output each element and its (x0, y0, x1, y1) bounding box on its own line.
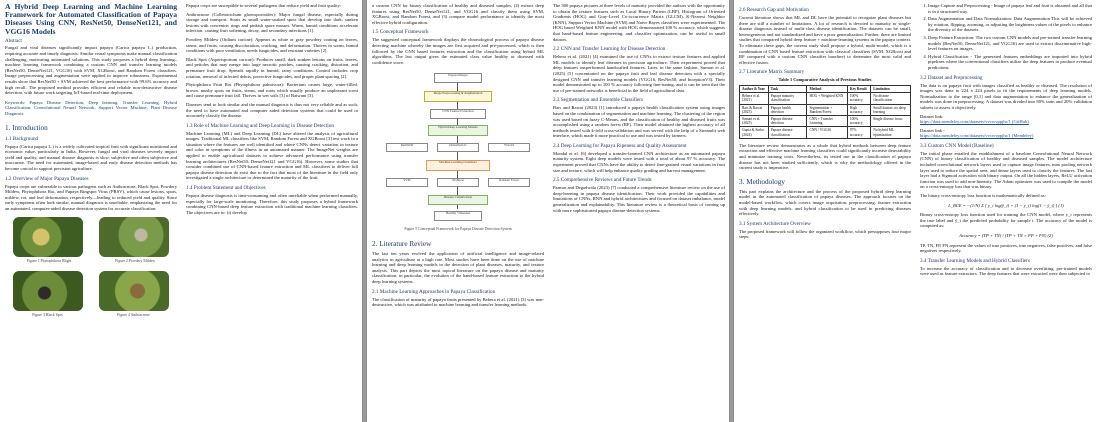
page-1 (0, 0, 362, 422)
figure-row-2 (5, 271, 177, 311)
table-cell: 100% accuracy (847, 93, 870, 104)
page-3 (734, 0, 1100, 422)
table-cell: Papaya health detection (768, 104, 807, 115)
flow-ml-classifiers: Machine Learning Classifiers (426, 160, 490, 171)
page-3-column-2 (920, 3, 1092, 422)
segmentation-heading: 2.3 Segmentation and Ensemble Classifiers (553, 97, 644, 104)
flow-densenet121: DenseNet121 (437, 143, 479, 152)
ml-continuation: The 300 papaya pictures at three levels of maturity provided the authors with the opportunity to obtain the texture features such as Local Binary Pattern (LBP), Histogram of Oriented Gradients (HOG) and Gray-Level Co-occurrence Matrix (GLCM). K-Nearest Neighbor (KNN), Support Vector Machine (SVM) and Naive Bayes classifiers were experimented. The HOG based Weighted KNN model with HOG demonstrated 100 % accuracy, which suggests that hand-based feature engineering, and classifier optimization, can be useful in small dataset. (553, 3, 725, 42)
methodology-text: This part explains the architecture and the process of the proposed hybrid deep learning model in the automated classification of papaya diseases. The approach focuses on the model-based workflow, which covers image acquisition, preprocessing, feature extraction with deep learning models, and hybrid classification to be used in predicting diseases effectively. (739, 188, 911, 217)
table-cell: High accuracy (847, 104, 870, 115)
overview-text: Papaya crops are vulnerable to various pathogens such as Anthracnose, Black Spot, Powdery Mildew, Phytophthora Rot, and Papaya Ringspot Virus (PRSV), which cause lesions, spots, mildew, rot, and leaf deformation, respectively—leading to reduced yield and quality. Since early symptoms often look similar, manual diagnosis is unreliable, emphasizing the need for an automated, computer-aided disease detection system for accurate classification. (5, 183, 177, 211)
table-cell: CNN + Transfer Learning (807, 115, 847, 126)
comparative-table (739, 85, 911, 139)
equation-description: TP, TN, FP, FN represent the values of true positives, true negatives, false positives, and false negatives respectively. (920, 242, 1092, 254)
figure-1-caption: Figure 1 Phytophthora Blight (26, 259, 72, 264)
ml-approaches-text: The classification of maturity of papaya fruits presented by Behera et al. (2021) [3] was non-destructive, which was attributed to machine learning and transfer learning methods. (372, 296, 544, 308)
ripeness-text: Mondal et al. [6] developed a transfer-learned CNN architecture as an automated papaya maturity system. Eight deep models were tested with a total of about 97 % accuracy. The experiment proved that CNNs have the ability to detect fine-grained visual variations in fruit size and texture, which will help enhance quality grading and harvest management. (553, 150, 725, 173)
paper-title: A Hybrid Deep Learning and Machine Learning Framework for Automated Classification of Papaya Diseases Using CNN, ResNet50, DenseNet121, and VGG16 Models (5, 3, 177, 36)
black-spot-text: Black Spot (Asperisporium caricae): Produces small, dark sunken lesions on fruits, leaves, and petioles that may merge into large necrotic patches, causing cracking, distortion, and premature fruit drop. Spreads rapidly in humid, rainy conditions. Control includes crop rotation, removal of infected debris, protective fungicides, and proper plant spacing [2]. (186, 56, 358, 79)
pathogens-intro: Papaya crops are susceptible to several pathogens that reduce yield and fruit quality: (186, 3, 342, 8)
table-header: Task (768, 85, 807, 92)
figure-3-caption: Figure 3 Black Spot (32, 313, 63, 318)
dataset-link-label-1: Dataset link: (920, 113, 944, 119)
background-heading: 1.1 Background (5, 135, 39, 142)
objectives-continuation: a custom CNN for binary classification of healthy and diseased samples, (2) extract deep features using ResNet50, DenseNet121, and VGG16 and classify them using SVM, XGBoost, and Random Forest, and (3) compare model performance to identify the most effective hybrid configuration. (372, 3, 544, 25)
black-spot-image (13, 271, 83, 311)
loss-description: Binary cross-entropy loss function used for training the CNN model, where y_i represents the true label and ŷ_i the predicted probability for sample i. The accuracy of the model is computed as: (920, 212, 1092, 229)
figure-2-caption: Figure 2 Powdery Mildew (115, 259, 156, 264)
table-cell: Single disease focus (871, 115, 911, 126)
ripeness-heading: 2.4 Deep Learning for Papaya Ripeness and Quality Assessment (553, 142, 687, 149)
table-cell: Small dataset; no deep learning (871, 104, 911, 115)
table-cell: 100% accuracy (847, 115, 870, 126)
workflow-steps-list (928, 3, 1092, 71)
table-header: Limitation (871, 85, 911, 92)
literature-review-heading: 2. Literature Review (372, 239, 432, 248)
problem-text: Papaya disease diagnosis is time-consuming and often unreliable when performed manually, especially for large-scale monitoring. Therefore, this study proposes a hybrid framework combining CNN-based deep feature extraction with traditional machine learning classifiers. The objectives are to: (i) develop (186, 193, 358, 215)
abstract-heading: Abstract (5, 38, 22, 44)
table-cell: No hybrid ML optimization (871, 127, 911, 138)
role-text: Machine Learning (ML) and Deep Learning (DL) have altered the analysis of agricultural images. Traditional ML classifiers like SVM, Random Forest and XGBoost [3] test work in a situation where the features are well identified and where CNNs detect variation in texture and color in symptoms of the illness in an automated manner. The ImageNet weights are applied to enable agricultural datasets to achieve advanced performance using transfer learning architectures (ResNet50, DenseNet121 and VGG16). However, some studies that consider combined use of CNN-based feature extraction and ML classifiers to deliver full papaya disease detection do exist due to the fact that most of the literature in the field only investigated a single architecture or determined the maturity of the fruit. (186, 130, 358, 181)
table-cell: 97% accuracy (847, 127, 870, 138)
equation-2: Accuracy = (TP + TN) / (TP + TN + FP + FN) (2) (959, 233, 1053, 238)
table-cell: Bais & Rawat (2023) (740, 104, 769, 115)
figure-4-caption: Figure 4 Anthracnose (117, 313, 150, 318)
flow-preprocessing: Image Preprocessing & Augmentation (424, 91, 492, 102)
ml-approaches-heading: 2.1 Machine Learning Approaches in Papaya Classification (372, 288, 496, 295)
flow-vgg16: VGG16 (488, 143, 530, 152)
background-text: Papaya (Carica papaya L.) is a widely cultivated tropical fruit with significant nutritional and economic value, particularly in India. However, fungal and viral diseases severely impact yield and quality, and manual disease diagnosis is slow, subjective and often subjective and inaccurate. The need for automated, image-based and early disease detection methods has become crucial to support precision agriculture. (5, 143, 177, 171)
introduction-heading: 1. Introduction (5, 123, 48, 132)
cnn-transfer-text: Behera et al. (2021) [4] examined the use of CNNs to extract texture features and applied ML models to identify leaf diseases in precision agriculture. Their experiment proved that deep features outperformed handcrafted features. Later, in the same fashion, Sumari et al. (2025) [5] concentrated on the papaya fruit and leaf disease detection with a specially designed CNN and transfer learning models (VGG16, ResNet50, and InceptionV3). Their model demonstrated up to 100 % accuracy following fine-tuning, and it can be seen that the use of pre-trained networks is beneficial in the field of agricultural data. (553, 54, 725, 93)
research-gap-text: Current literature shows that ML and DL have the potential to recognize plant diseases but there are still a number of limitations. A lot of research is devoted to maturity or single-disease diagnosis instead of multi-class disease identification. The datasets can be small, heterogeneous and not standardized and have a poor generalization. Further, there are limited studies that compared hybrid deep feature + machine-learning systems in the papaya context. To eliminate these gaps, the current study shall propose a hybrid, multi-model, which is a combination of CNN based feature extraction with classical classifiers (SVM, XGBoost and RF compared with a custom CNN classifier baseline) to determine the most valid and effective fusion. (739, 15, 911, 65)
table-cell: Behera et al. (2021) (740, 93, 769, 104)
flow-svm: SVM (386, 178, 428, 187)
list-item: 2. Data Augmentation and Data Normalization: Data Augmentation This will be achieved by rotation, flipping, zooming, or adjusting the brightness values of the pixels to enhance the diversity of the datasets. (928, 16, 1092, 33)
table-cell: Sumari et al. (2025) (740, 115, 769, 126)
table-row (740, 115, 911, 126)
transfer-learning-text: To increase the accuracy of classification and to decrease overfitting, pre-trained models were used as feature extractors. The deep features that were extracted were then subjected to (920, 265, 1092, 277)
conceptual-framework-diagram (372, 69, 544, 225)
dataset-text: The data is on papaya fruit with images classified as healthy or diseased. The resolution of images was done to 224 x 224 pixels to fit the requirements of deep learning models. Normalization to the range [0,1] and data augmentation to enhance the generalization of models was done in preprocessing. A dataset was divided into 80% train and 20% validation subsets to assess it objectively. (920, 82, 1092, 110)
dataset-link-2[interactable]: https://data.mendeley.com/datasets/vvcwvppjhr/1 (Mendeley) (920, 133, 1034, 139)
table-cell: No disease classification (871, 93, 911, 104)
system-architecture-text: The proposed framework will follow the organized workflow, which presupposes four major steps: (739, 228, 911, 240)
system-architecture-heading: 3.1 System Architecture Overview (739, 220, 811, 227)
custom-cnn-heading: 3.3 Custom CNN Model (Baseline) (920, 142, 994, 149)
anthracnose-image (99, 271, 169, 311)
table-header: Method (807, 85, 847, 92)
page-1-column-1 (5, 3, 177, 422)
dataset-link-1[interactable]: https://data.mendeley.com/datasets/vvcwvppjhr/1 (GitHub) (920, 119, 1029, 125)
table-row (740, 127, 911, 138)
table-header: Key Result (847, 85, 870, 92)
problem-heading: 1.4 Problem Statement and Objectives (186, 185, 266, 192)
list-item: 3. Deep Feature Extraction: The two custom CNN models and pre-trained transfer learning models (ResNet50, DenseNet121, and VGG16) are used to extract discriminative high-level features on images. (928, 35, 1092, 52)
powdery-mildew-text: Powdery Mildew (Oidium caricae): Appears as white or gray powdery coating on leaves, stems, and fruits, causing discoloration, cracking, and deformation. Thrives in warm, humid conditions with poor ventilation, needs fungicides, and resistant varieties [2]. (186, 36, 358, 54)
figure-captions-row-2 (5, 313, 177, 319)
reviews-heading: 2.5 Comprehensive Reviews and Future Trends (553, 177, 652, 184)
page-2 (367, 0, 729, 422)
research-gap-heading: 2.6 Research Gap and Motivation (739, 7, 809, 13)
figure-captions-row-1 (5, 259, 177, 265)
table-cell: Gupta & Sinha (2024) (740, 127, 769, 138)
flow-papaya-images: Papaya Images (434, 73, 482, 83)
transfer-learning-heading: 3.4 Transfer Learning Models and Hybrid Classifiers (920, 257, 1030, 264)
phytophthora-text: Phytophthora Fruit Rot (Phytophthora palmivora): Bacterium causes large, water-filled, brown, mushy spots on fruits, stems, and roots which usually produce an unpleasant scent and cause premature fruit fall. Thrives in wet soils [3] of Batwani [3]. (186, 82, 358, 99)
flow-hybrid-models: Hybrid Deep Learning Models (428, 125, 488, 136)
flow-xgboost: XGBoost (437, 178, 479, 187)
equation-1: L_BCE = −(1/N) Σ [ y_i log(ŷ_i) + (1 − y_i) log(1 − ŷ_i) ] (1) (948, 202, 1064, 208)
keywords: Keywords: Papaya Disease Detection, Deep learning, Transfer Learning, Hybrid Classification, Convolutional Neural Network, Support Vector Machine, Plant Disease Diagnosis. (5, 99, 177, 116)
table-row (740, 93, 911, 104)
dataset-heading: 3.2 Dataset and Preprocessing (920, 74, 983, 81)
cnn-transfer-heading: 2.2 CNN and Transfer Learning for Disease Detection (553, 46, 666, 53)
table-cell: Papaya maturity classification (768, 93, 807, 104)
matrix-summary-heading: 2.7 Literature Matrix Summary (739, 69, 805, 76)
literature-review-text: The last ten years evolved the application of artificial intelligence and image-related analytics in agriculture at a high rate. Most studies have been done on the use of machine learning and deep learning models in the detection of plant diseases, maturity, and texture analysis. This part depicts the most topical literature on the papaya disease and maturity classification, in particular, the evolution of the hand-based feature extraction to the hybrid deep learning systems. (372, 250, 544, 284)
overview-heading: 1.2 Overview of Major Papaya Diseases (5, 175, 89, 182)
table-cell: Papaya disease classification (768, 127, 807, 138)
table-cell: CNN / VGG16 (807, 127, 847, 138)
flow-random-forest: Random Forest (488, 178, 530, 187)
table-header: Author & Year (740, 85, 769, 92)
page-2-column-2 (553, 3, 725, 422)
flow-resnet50: ResNet50 (386, 143, 428, 152)
figure-5-caption: Figure 5 Conceptual Framework for Papaya Disease Detection System (404, 227, 512, 232)
table-header-row (740, 85, 911, 92)
powdery-mildew-image (99, 217, 169, 257)
role-heading: 1.3 Role of Machine Learning and Deep Learning in Disease Detection (186, 122, 334, 129)
anthracnose-text: Anthracnose (Colletotrichum gloeosporioides): Major fungal disease, especially during storage and transport. Starts as small water-soaked spots that develop into dark, sunken lesions with concentric rings and pinkish spore masses. Warm, humid conditions accelerate infection, causing fruit softening, decay, and secondary infections [1]. (186, 11, 358, 34)
flow-cnn-feature-extraction: CNN Feature Extraction (430, 109, 486, 119)
flow-healthy-diseased: Healthy / Diseased (434, 211, 482, 221)
phytophthora-blight-image (13, 217, 83, 257)
page-3-column-1 (739, 3, 911, 422)
list-item: 4. Hybrid Classification - The generated features embeddings are imported into hybrid pipelines where the conventional classifiers utilize the deep features to produce eventual predictions. (928, 54, 1092, 71)
abstract-text: Fungal and viral diseases significantly impact papaya (Carica papaya L.) production, requiring accurate and timely diagnosis. Similar visual symptoms make manual classification challenging, motivating automated solutions. This study proposes a hybrid deep learning–machine learning framework combining a custom CNN and transfer learning models (ResNet50, DenseNet121, VGG16) with SVM, XGBoost, and Random Forest classifiers. Image preprocessing and augmentation were applied to improve robustness. Experimental results show that ResNet50 + SVM achieved the best performance with 99.6% accuracy and high recall. The proposed method provides efficient and reliable non-destructive disease detection, with future work targeting IoT-based real-time deployment. (5, 45, 177, 96)
loss-intro-text: The binary cross-entropy loss function is mathematically defined as: (920, 193, 1046, 199)
segmentation-text: Bais and Rawat (2023) [1] introduced a papaya health classification system using images based on the combination of segmentation and machine learning. The clustering of the region was used based on fuzzy C-Means, and the classification of healthy and diseased fruits was accomplished using a random forest (RF). Their model obtained the highest accuracy of all methods tested with k-fold cross-validation and was served with the help of a Streamlit web interface, which made it more practical to use and was tested by farmers. (553, 105, 725, 139)
table-row (740, 104, 911, 115)
table-cell: Papaya disease detection (768, 115, 807, 126)
table-cell: HOG + Weighted KNN (807, 93, 847, 104)
review-summary-text: The literature review demonstrates as a whole that hybrid methods between deep feature extraction and effective machine learning classifiers could significantly increase detectability and minimize training costs. Nevertheless, its tested use in the classification of papaya disease has not been studied sufficiently, which is why the methodology offered in the current study is imperative. (739, 142, 911, 171)
figure-row-1 (5, 217, 177, 257)
conceptual-framework-heading: 1.5 Conceptual Framework (372, 29, 429, 36)
reviews-text: Parmar and Degadwala (2023) [7] conducted a comprehensive literature review on the use of deep-learning in papaya disease identification. Their work provided the capabilities and limitations of CNNs, RNN and hybrid architectures and focused on dataset imbalance, model generalization and explainability. This literature review is a theoretical basis of coming up with more sophisticated papaya disease-detection systems. (553, 185, 725, 213)
list-item: 1. Image Capture and Preprocessing - Image of papaya leaf and fruit is obtained and all that is in a structured way. (928, 3, 1092, 14)
table-cell: Segmentation + Random Forest (807, 104, 847, 115)
flow-disease-classification: Disease Classification (428, 195, 488, 205)
custom-cnn-text: The initial phase entailed the establishment of a baseline Convolutional Neural Network (CNN) of binary classification of healthy and diseased samples. The model architecture included convolutional network layers used to capture image features, max pooling network layer used to reduce the spatial area, and dense layers used to classify the features. The last layer had a Sigmoid activation with binary output. On all the hidden layers, ReLU activation function was used to add non-linearity. The Adam optimizer was used to compile the model on a cross-entropy loss that was binary. (920, 150, 1092, 190)
diseases-similar-text: Diseases tend to look similar and the manual diagnosis is thus not very reliable and as such, the need to have automated and computer aided detection systems that could be used to accurately classify the disease. (186, 101, 358, 119)
dataset-link-label-2: Dataset link - (920, 127, 945, 133)
conceptual-framework-text: The suggested conceptual framework displays the chronological process of papaya disease detecting machine whereby the images are first acquired and pre-processed, which is then followed by the CNN based features extraction and the classification using hybrid ML algorithms. The last output gives the estimated class value healthy or diseased with confidence score. (372, 37, 544, 65)
methodology-heading: 3. Methodology (739, 177, 785, 186)
page-1-column-2 (186, 3, 358, 422)
table-1-caption: Table 1 Comparative Analysis of Previous Studies (778, 77, 872, 83)
page-2-column-1 (372, 3, 544, 422)
